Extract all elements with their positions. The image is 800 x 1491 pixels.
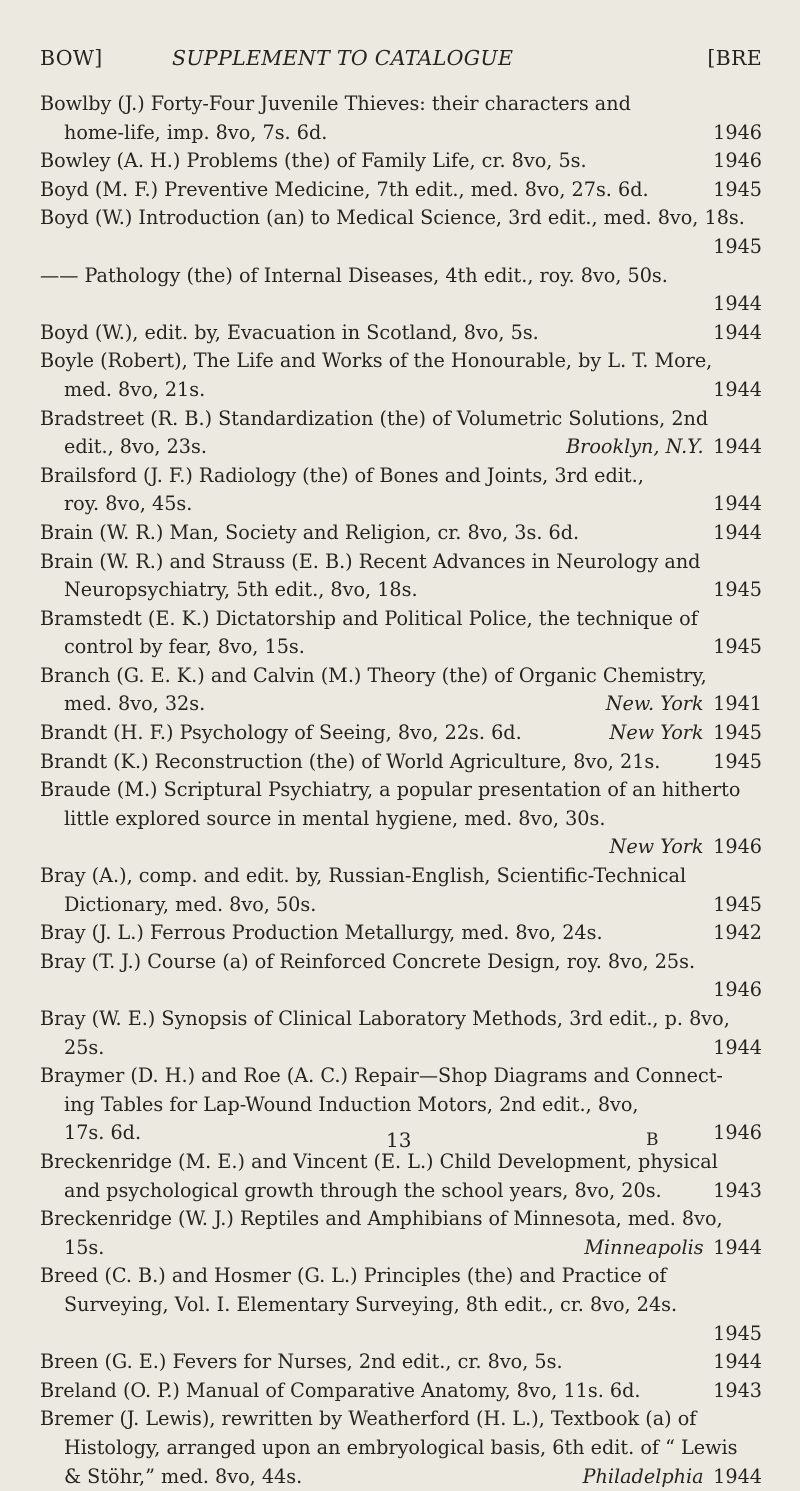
catalogue-entry [40, 147, 762, 176]
catalogue-entry [40, 748, 762, 777]
entry-place: Minneapolis [584, 1236, 703, 1259]
entry-line: Boyd (W.), edit. by, Evacuation in Scotland, 8vo, 5s. [40, 319, 539, 348]
entry-place: New York [610, 721, 704, 744]
entry-year: 1945 [713, 235, 762, 258]
entry-line: Surveying, Vol. I. Elementary Surveying, 8th edit., cr. 8vo, 24s. [64, 1291, 677, 1320]
catalogue-entry [40, 776, 762, 862]
entry-year: 1945 [713, 635, 762, 658]
catalogue-entry [40, 204, 762, 261]
entry-line: —— Pathology (the) of Internal Diseases, 4th edit., roy. 8vo, 50s. [40, 262, 668, 291]
catalogue-entry [40, 262, 762, 319]
entry-year: 1944 [713, 1350, 762, 1373]
signature-mark: B [646, 1130, 659, 1150]
entry-line: Breen (G. E.) Fevers for Nurses, 2nd edit., cr. 8vo, 5s. [40, 1348, 563, 1377]
entry-year: 1944 [713, 435, 762, 458]
entry-year: 1945 [713, 721, 762, 744]
entry-line: med. 8vo, 32s. [64, 690, 205, 719]
catalogue-entry [40, 347, 762, 404]
entry-line: roy. 8vo, 45s. [64, 490, 192, 519]
entry-year: 1945 [713, 578, 762, 601]
header-left: BOW] [40, 46, 103, 70]
entry-line: Braymer (D. H.) and Roe (A. C.) Repair—Shop Diagrams and Connect- [40, 1062, 723, 1091]
catalogue-entry [40, 1262, 762, 1348]
catalogue-entry [40, 319, 762, 348]
entry-line: Brailsford (J. F.) Radiology (the) of Bones and Joints, 3rd edit., [40, 462, 644, 491]
catalogue-entry [40, 1377, 762, 1406]
entry-line: Boyd (M. F.) Preventive Medicine, 7th edit., med. 8vo, 27s. 6d. [40, 176, 649, 205]
catalogue-entry [40, 948, 762, 1005]
entry-year: 1943 [713, 1179, 762, 1202]
catalogue-entry [40, 662, 762, 719]
page-number: 13 [386, 1128, 411, 1152]
entry-line: Breland (O. P.) Manual of Comparative Anatomy, 8vo, 11s. 6d. [40, 1377, 641, 1406]
page-footer [0, 1128, 800, 1158]
entry-place: New York [610, 835, 704, 858]
entry-line: Breckenridge (W. J.) Reptiles and Amphibians of Minnesota, med. 8vo, [40, 1205, 723, 1234]
entry-line: med. 8vo, 21s. [64, 376, 205, 405]
entry-line: Neuropsychiatry, 5th edit., 8vo, 18s. [64, 576, 418, 605]
catalogue-entry [40, 1348, 762, 1377]
catalogue-entry [40, 1205, 762, 1262]
catalogue-entry [40, 919, 762, 948]
entry-year: 1946 [713, 978, 762, 1001]
entry-year: 1946 [713, 1121, 762, 1144]
header-title: SUPPLEMENT TO CATALOGUE [172, 46, 513, 70]
entry-line: Brain (W. R.) and Strauss (E. B.) Recent Advances in Neurology and [40, 548, 700, 577]
entry-year: 1946 [713, 149, 762, 172]
catalogue-entry [40, 605, 762, 662]
entry-line: Bray (T. J.) Course (a) of Reinforced Concrete Design, roy. 8vo, 25s. [40, 948, 695, 977]
entry-year: 1945 [713, 178, 762, 201]
catalogue-entries [40, 90, 762, 1491]
entry-line: Dictionary, med. 8vo, 50s. [64, 891, 316, 920]
entry-line: and psychological growth through the school years, 8vo, 20s. [64, 1177, 662, 1206]
entry-line: Brandt (H. F.) Psychology of Seeing, 8vo, 22s. 6d. [40, 719, 522, 748]
running-header [40, 46, 762, 76]
entry-line: 17s. 6d. [64, 1119, 141, 1148]
entry-line: Brandt (K.) Reconstruction (the) of World Agriculture, 8vo, 21s. [40, 748, 660, 777]
entry-year: 1944 [713, 492, 762, 515]
entry-place: New. York [606, 692, 704, 715]
catalogue-entry [40, 519, 762, 548]
entry-year: 1944 [713, 521, 762, 544]
entry-year: 1944 [713, 1465, 762, 1488]
entry-year: 1944 [713, 378, 762, 401]
entry-year: 1944 [713, 321, 762, 344]
entry-line: & Stöhr,” med. 8vo, 44s. [64, 1463, 302, 1491]
entry-year: 1946 [713, 835, 762, 858]
entry-year: 1944 [713, 1036, 762, 1059]
entry-place: Brooklyn, N.Y. [566, 435, 704, 458]
catalogue-entry [40, 90, 762, 147]
entry-line: Breckenridge (M. E.) and Vincent (E. L.) Child Development, physical [40, 1148, 718, 1177]
entry-year: 1944 [713, 1236, 762, 1259]
entry-year: 1941 [713, 692, 762, 715]
catalogue-entry [40, 862, 762, 919]
catalogue-entry [40, 1405, 762, 1491]
entry-line: Bray (J. L.) Ferrous Production Metallurgy, med. 8vo, 24s. [40, 919, 603, 948]
entry-year: 1944 [713, 292, 762, 315]
catalogue-entry [40, 405, 762, 462]
entry-line: Boyd (W.) Introduction (an) to Medical Science, 3rd edit., med. 8vo, 18s. [40, 204, 745, 233]
header-right: [BRE [707, 46, 762, 70]
entry-line: Brain (W. R.) Man, Society and Religion, cr. 8vo, 3s. 6d. [40, 519, 579, 548]
entry-year: 1942 [713, 921, 762, 944]
entry-line: Bowlby (J.) Forty-Four Juvenile Thieves: their characters and [40, 90, 631, 119]
entry-line: little explored source in mental hygiene, med. 8vo, 30s. [64, 805, 605, 834]
entry-line: ing Tables for Lap-Wound Induction Motors, 2nd edit., 8vo, [64, 1091, 639, 1120]
entry-year: 1945 [713, 750, 762, 773]
entry-line: edit., 8vo, 23s. [64, 433, 207, 462]
entry-line: Bradstreet (R. B.) Standardization (the) of Volumetric Solutions, 2nd [40, 405, 708, 434]
entry-line: Bramstedt (E. K.) Dictatorship and Political Police, the technique of [40, 605, 698, 634]
entry-line: Histology, arranged upon an embryological basis, 6th edit. of “ Lewis [64, 1434, 737, 1463]
catalogue-entry [40, 176, 762, 205]
catalogue-entry [40, 548, 762, 605]
entry-line: control by fear, 8vo, 15s. [64, 633, 305, 662]
entry-line: 25s. [64, 1034, 104, 1063]
entry-year: 1943 [713, 1379, 762, 1402]
entry-line: Boyle (Robert), The Life and Works of the Honourable, by L. T. More, [40, 347, 712, 376]
entry-year: 1946 [713, 121, 762, 144]
entry-place: Philadelphia [583, 1465, 704, 1488]
entry-line: Breed (C. B.) and Hosmer (G. L.) Principles (the) and Practice of [40, 1262, 667, 1291]
entry-line: Braude (M.) Scriptural Psychiatry, a popular presentation of an hitherto [40, 776, 740, 805]
entry-line: Branch (G. E. K.) and Calvin (M.) Theory (the) of Organic Chemistry, [40, 662, 707, 691]
entry-line: Bowley (A. H.) Problems (the) of Family Life, cr. 8vo, 5s. [40, 147, 587, 176]
entry-line: home-life, imp. 8vo, 7s. 6d. [64, 119, 327, 148]
catalogue-entry [40, 1005, 762, 1062]
entry-line: Bray (W. E.) Synopsis of Clinical Laboratory Methods, 3rd edit., p. 8vo, [40, 1005, 730, 1034]
catalogue-entry [40, 462, 762, 519]
entry-line: Bremer (J. Lewis), rewritten by Weatherford (H. L.), Textbook (a) of [40, 1405, 696, 1434]
catalogue-entry [40, 719, 762, 748]
entry-year: 1945 [713, 1322, 762, 1345]
entry-year: 1945 [713, 893, 762, 916]
entry-line: Bray (A.), comp. and edit. by, Russian-English, Scientific-Technical [40, 862, 686, 891]
entry-line: 15s. [64, 1234, 104, 1263]
